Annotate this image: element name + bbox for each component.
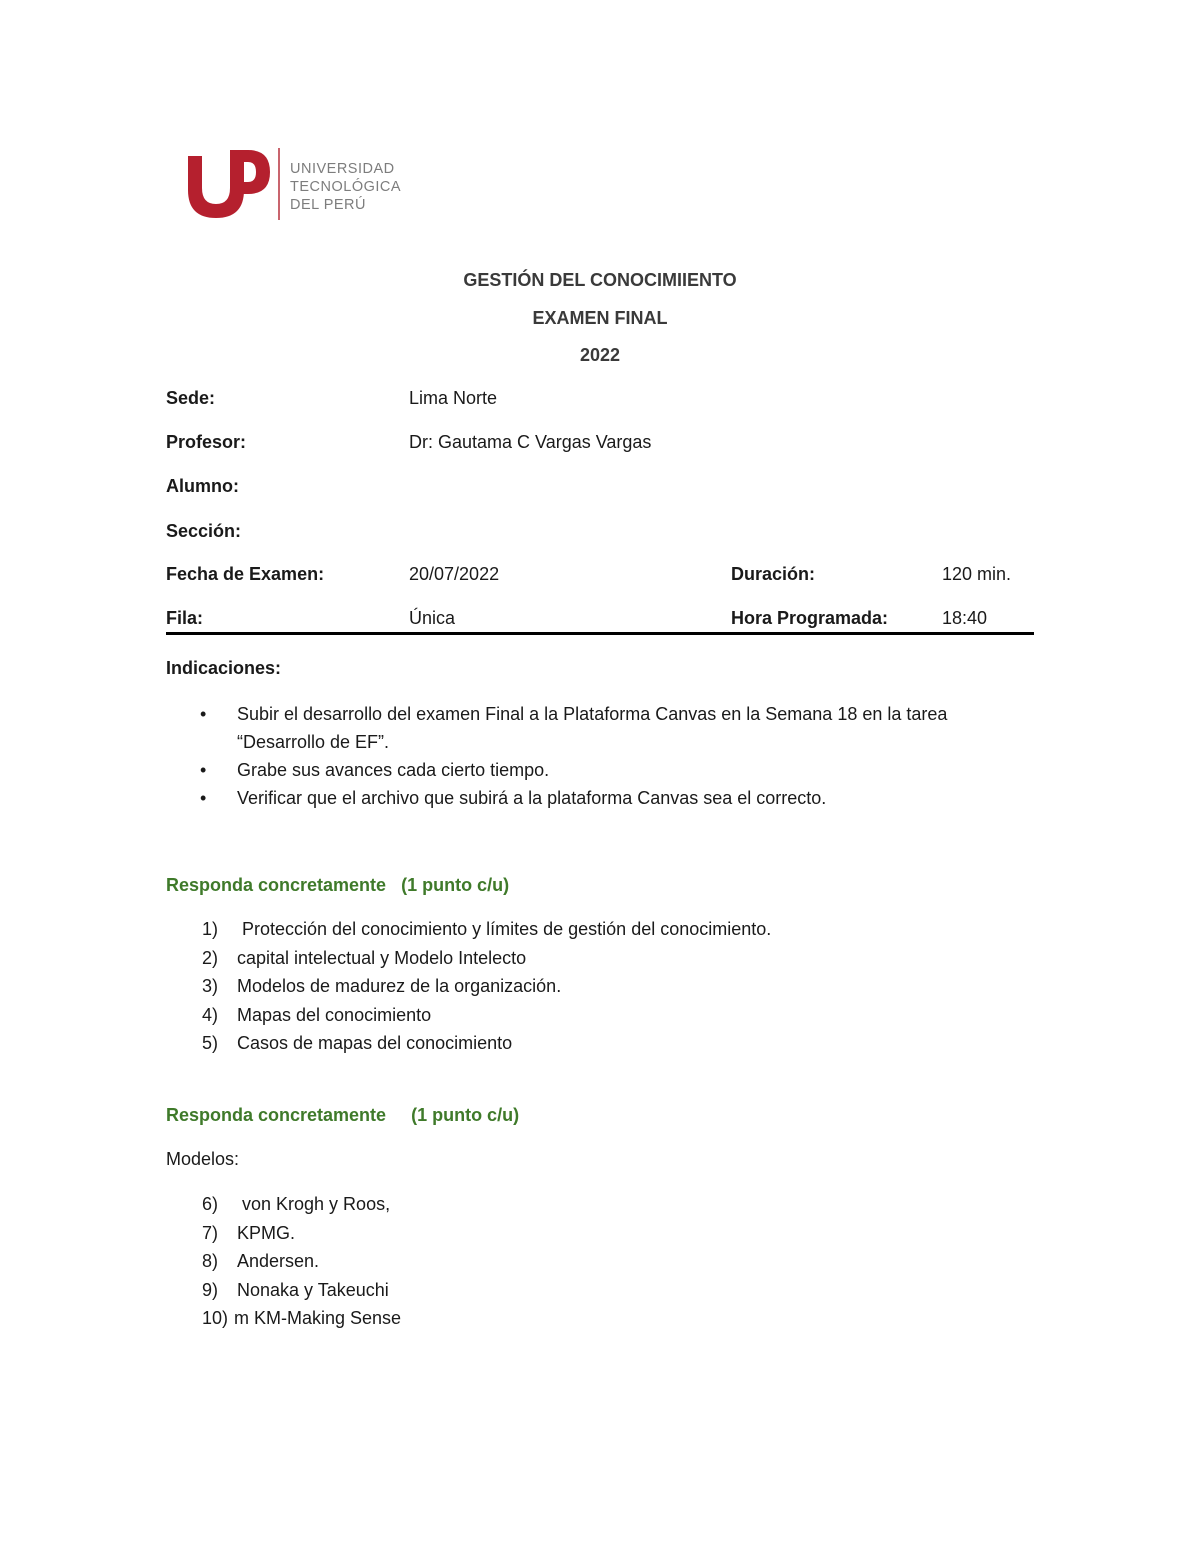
item-text: KPMG. [237,1222,296,1243]
item-number: 8) [202,1251,219,1272]
item-text: von Krogh y Roos, [237,1194,391,1214]
indicaciones-heading: Indicaciones: [166,658,282,678]
exam-title: EXAMEN FINAL [532,308,668,328]
section1-points: (1 punto c/u) [401,875,510,895]
duracion-value: 120 min. [942,564,1012,584]
list-item [202,1247,401,1276]
item-number: 2) [202,947,219,968]
list-item [198,700,1018,756]
list-item [202,1304,401,1333]
bullet-icon: • [200,788,207,808]
item-text: Nonaka y Takeuchi [237,1279,389,1300]
list-item [202,944,771,973]
hora-value: 18:40 [942,608,988,628]
list-item [198,784,1018,812]
list-item [202,1001,771,1030]
university-logo [186,146,406,224]
logo-line-3: DEL PERÚ [290,197,366,213]
item-number: 9) [202,1279,219,1300]
logo-line-1: UNIVERSIDAD [290,161,395,177]
section2-list [202,1190,401,1333]
logo-wordmark [290,160,401,214]
fecha-label: Fecha de Examen: [166,564,325,584]
item-number: 5) [202,1033,219,1054]
section1-heading [166,875,509,896]
item-text: Protección del conocimiento y límites de gestión del conocimiento. [237,919,772,939]
item-number: 7) [202,1222,219,1243]
seccion-label: Sección: [166,521,242,541]
item-number: 1) [202,919,219,939]
fila-label: Fila: [166,608,204,628]
logo-divider [278,148,280,220]
sede-value: Lima Norte [409,388,498,408]
bullet-icon: • [200,704,207,724]
section1-list [202,915,771,1058]
section1-heading-text: Responda concretamente [166,875,387,895]
bullet-icon: • [200,760,207,780]
utp-logo-mark [186,146,276,224]
sede-label: Sede: [166,388,216,408]
item-text: Casos de mapas del conocimiento [237,1033,513,1054]
profesor-value: Dr: Gautama C Vargas Vargas [409,432,652,452]
header-divider [166,632,1034,635]
alumno-label: Alumno: [166,476,239,496]
list-item [202,1029,771,1058]
duracion-label: Duración: [731,564,816,584]
fecha-value: 20/07/2022 [409,564,500,584]
item-number: 4) [202,1004,219,1025]
logo-line-2: TECNOLÓGICA [290,179,402,195]
list-item [202,1276,401,1305]
bullet-text: Subir el desarrollo del examen Final a la Plataforma Canvas en la Semana 18 en la tarea “Desarrollo de EF”. [237,704,948,752]
profesor-label: Profesor: [166,432,247,452]
item-text: Andersen. [237,1251,320,1272]
list-item [198,756,1018,784]
fila-value: Única [409,608,456,628]
item-number: 3) [202,976,219,997]
bullet-text: Verificar que el archivo que subirá a la plataforma Canvas sea el correcto. [237,788,827,808]
indicaciones-list [198,700,1018,812]
section2-heading [166,1105,519,1126]
course-title: GESTIÓN DEL CONOCIMIIENTO [463,270,737,290]
list-item [202,915,771,944]
section2-subheading: Modelos: [166,1149,240,1169]
item-number: 6) [202,1194,219,1214]
item-text: Mapas del conocimiento [237,1004,432,1025]
item-text: capital intelectual y Modelo Intelecto [237,947,527,968]
list-item [202,972,771,1001]
list-item [202,1219,401,1248]
section2-heading-text: Responda concretamente [166,1105,387,1125]
exam-year: 2022 [579,345,621,365]
bullet-text: Grabe sus avances cada cierto tiempo. [237,760,550,780]
item-text: Modelos de madurez de la organización. [237,976,562,997]
item-text: m KM-Making Sense [234,1308,402,1329]
item-number: 10) [202,1308,229,1329]
list-item [202,1190,401,1219]
hora-label: Hora Programada: [731,608,889,628]
section2-points: (1 punto c/u) [411,1105,520,1125]
